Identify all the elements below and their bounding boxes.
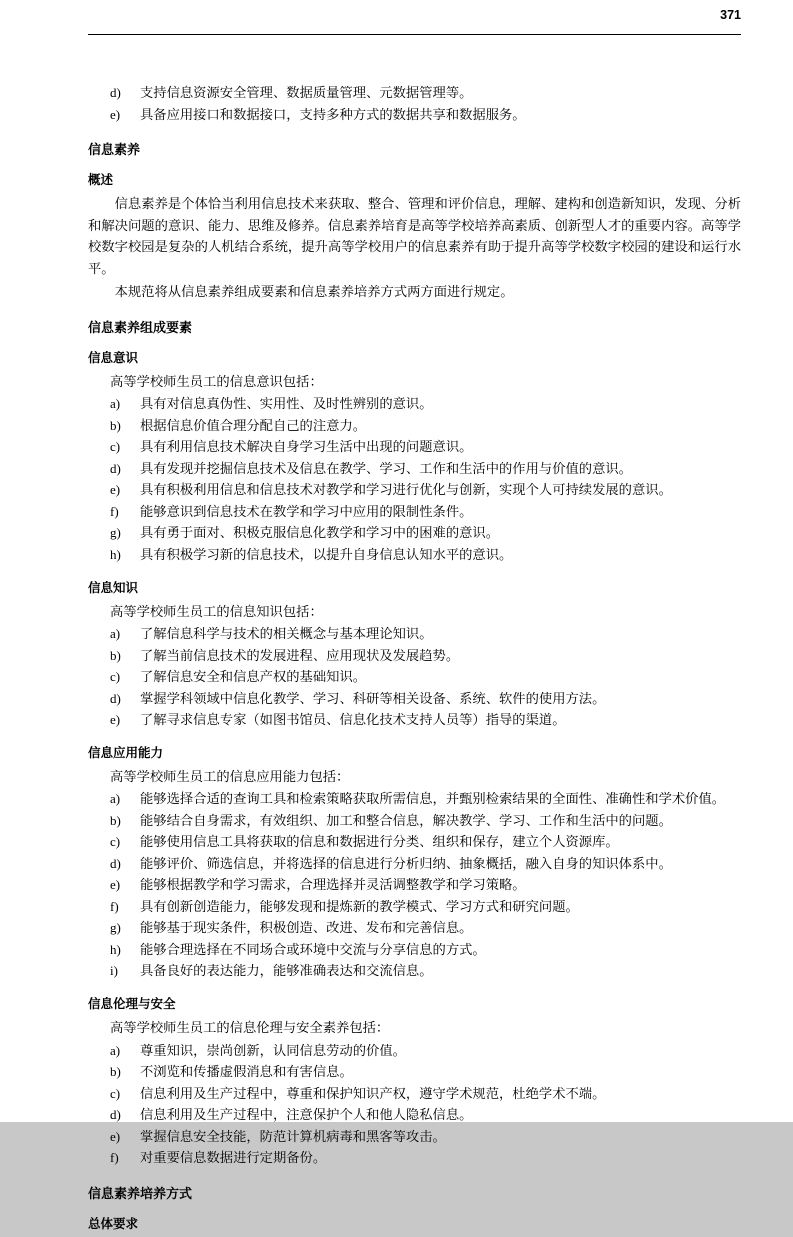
list-information-application xyxy=(88,788,741,982)
lead-information-ethics-security: 高等学校师生员工的信息伦理与安全素养包括： xyxy=(110,1020,390,1035)
list-marker: b) xyxy=(110,417,121,433)
heading-overview: 概述 xyxy=(88,173,114,188)
list-text: 信息利用及生产过程中，尊重和保护知识产权，遵守学术规范，杜绝学术不端。 xyxy=(140,1085,606,1101)
list-text: 能够选择合适的查询工具和检索策略获取所需信息，并甄别检索结果的全面性、准确性和学术价值。 xyxy=(140,791,726,807)
list-text: 了解寻求信息专家（如图书馆员、信息化技术支持人员等）指导的渠道。 xyxy=(140,712,566,728)
list-item xyxy=(88,1040,741,1062)
list-item xyxy=(88,458,741,480)
lead-information-knowledge: 高等学校师生员工的信息知识包括： xyxy=(110,603,323,619)
list-item xyxy=(88,104,741,126)
list-text: 具有发现并挖掘信息技术及信息在教学、学习、工作和生活中的作用与价值的意识。 xyxy=(140,460,632,476)
list-information-ethics-security xyxy=(88,1040,741,1169)
list-item xyxy=(88,436,741,458)
list-item xyxy=(88,1104,741,1126)
list-marker: a) xyxy=(110,791,121,807)
heading-literacy-components: 信息素养组成要素 xyxy=(88,319,193,335)
list-text: 具有对信息真伪性、实用性、及时性辨别的意识。 xyxy=(140,396,433,412)
list-item xyxy=(88,1061,741,1083)
list-text: 支持信息资源安全管理、数据质量管理、元数据管理等。 xyxy=(140,85,473,100)
list-text: 不浏览和传播虚假消息和有害信息。 xyxy=(140,1064,353,1080)
list-item xyxy=(88,831,741,853)
list-marker: e) xyxy=(110,106,121,122)
list-text: 掌握信息安全技能，防范计算机病毒和黑客等攻击。 xyxy=(140,1128,446,1144)
heading-overall-requirements: 总体要求 xyxy=(88,1216,139,1231)
list-marker: d) xyxy=(110,1107,121,1123)
list-marker: i) xyxy=(110,963,118,979)
list-marker: d) xyxy=(110,85,121,100)
list-text: 具有积极学习新的信息技术，以提升自身信息认知水平的意识。 xyxy=(140,546,513,562)
list-marker: a) xyxy=(110,626,121,642)
list-text: 具有创新创造能力，能够发现和提炼新的教学模式、学习方式和研究问题。 xyxy=(140,898,579,914)
list-marker: b) xyxy=(110,1064,121,1080)
list-text: 具有利用信息技术解决自身学习生活中出现的问题意识。 xyxy=(140,439,473,455)
list-item xyxy=(88,645,741,667)
heading-literacy-training: 信息素养培养方式 xyxy=(88,1185,193,1201)
list-item xyxy=(88,1083,741,1105)
list-top-continuation xyxy=(88,82,741,125)
list-item xyxy=(88,393,741,415)
list-marker: a) xyxy=(110,396,121,412)
heading-information-ethics-security: 信息伦理与安全 xyxy=(88,997,176,1011)
list-item xyxy=(88,688,741,710)
list-marker: b) xyxy=(110,812,121,828)
list-text: 尊重知识，崇尚创新，认同信息劳动的价值。 xyxy=(140,1042,406,1058)
list-marker: e) xyxy=(110,482,121,498)
list-marker: h) xyxy=(110,941,121,957)
list-marker: c) xyxy=(110,669,121,685)
list-text: 能够评价、筛选信息，并将选择的信息进行分析归纳、抽象概括，融入自身的知识体系中。 xyxy=(140,855,672,871)
list-marker: e) xyxy=(110,1128,121,1144)
paragraph-overview-1: 信息素养是个体恰当利用信息技术来获取、整合、管理和评价信息，理解、建构和创造新知识，发现、分析和解决问题的意识、能力、思维及修养。信息素养培育是高等学校培养高素质、创新型人才的重要内容。高等学校数字校园是复杂的人机结合系统，提升高等学校用户的信息素养有助于提升高等学校数字校园的建设和运行水平。 xyxy=(88,196,741,276)
list-text: 能够使用信息工具将获取的信息和数据进行分类、组织和保存，建立个人资源库。 xyxy=(140,834,619,850)
list-marker: e) xyxy=(110,877,121,893)
heading-information-awareness: 信息意识 xyxy=(88,350,139,365)
list-item xyxy=(88,1126,741,1148)
list-text: 掌握学科领域中信息化教学、学习、科研等相关设备、系统、软件的使用方法。 xyxy=(140,690,606,706)
list-item xyxy=(88,501,741,523)
list-marker: f) xyxy=(110,1150,119,1166)
list-item xyxy=(88,810,741,832)
list-text: 具有勇于面对、积极克服信息化教学和学习中的困难的意识。 xyxy=(140,525,500,541)
list-marker: g) xyxy=(110,920,121,936)
header-divider xyxy=(88,34,741,35)
list-information-knowledge xyxy=(88,623,741,731)
list-text: 了解信息安全和信息产权的基础知识。 xyxy=(140,669,367,685)
list-text: 能够意识到信息技术在教学和学习中应用的限制性条件。 xyxy=(140,503,473,519)
list-marker: f) xyxy=(110,503,119,519)
list-text: 具备良好的表达能力，能够准确表达和交流信息。 xyxy=(140,963,433,979)
list-item xyxy=(88,522,741,544)
list-marker: d) xyxy=(110,855,121,871)
list-item xyxy=(88,917,741,939)
list-marker: a) xyxy=(110,1042,121,1058)
lead-information-awareness: 高等学校师生员工的信息意识包括： xyxy=(110,373,323,389)
list-item xyxy=(88,1147,741,1169)
list-item xyxy=(88,939,741,961)
heading-information-application: 信息应用能力 xyxy=(88,745,164,760)
list-marker: h) xyxy=(110,546,121,562)
list-marker: d) xyxy=(110,690,121,706)
list-item xyxy=(88,479,741,501)
list-marker: b) xyxy=(110,647,121,663)
list-text: 了解信息科学与技术的相关概念与基本理论知识。 xyxy=(140,626,433,642)
list-item xyxy=(88,544,741,566)
list-text: 能够基于现实条件，积极创造、改进、发布和完善信息。 xyxy=(140,920,473,936)
list-item xyxy=(88,960,741,982)
list-text: 根据信息价值合理分配自己的注意力。 xyxy=(140,417,367,433)
list-marker: e) xyxy=(110,712,121,728)
list-text: 能够结合自身需求，有效组织、加工和整合信息，解决教学、学习、工作和生活中的问题。 xyxy=(140,812,672,828)
heading-information-knowledge: 信息知识 xyxy=(88,580,139,595)
list-marker: f) xyxy=(110,898,119,914)
page-number: 371 xyxy=(720,8,741,22)
list-text: 能够根据教学和学习需求，合理选择并灵活调整教学和学习策略。 xyxy=(140,877,526,893)
list-text: 信息利用及生产过程中，注意保护个人和他人隐私信息。 xyxy=(140,1107,473,1123)
list-item xyxy=(88,896,741,918)
list-marker: d) xyxy=(110,460,121,476)
heading-information-literacy: 信息素养 xyxy=(88,142,141,158)
list-item xyxy=(88,415,741,437)
list-text: 对重要信息数据进行定期备份。 xyxy=(140,1150,327,1166)
list-item xyxy=(88,623,741,645)
list-item xyxy=(88,788,741,810)
list-marker: c) xyxy=(110,1085,121,1101)
paragraph-overview-2: 本规范将从信息素养组成要素和信息素养培养方式两方面进行规定。 xyxy=(114,284,514,300)
list-text: 能够合理选择在不同场合或环境中交流与分享信息的方式。 xyxy=(140,941,486,957)
lead-information-application: 高等学校师生员工的信息应用能力包括： xyxy=(110,768,350,784)
list-text: 具备应用接口和数据接口，支持多种方式的数据共享和数据服务。 xyxy=(140,106,526,122)
list-item xyxy=(88,874,741,896)
list-item xyxy=(88,82,741,104)
list-item xyxy=(88,853,741,875)
list-marker: c) xyxy=(110,439,121,455)
list-information-awareness xyxy=(88,393,741,565)
list-item xyxy=(88,709,741,731)
list-item xyxy=(88,666,741,688)
page-content xyxy=(88,82,741,1237)
list-text: 了解当前信息技术的发展进程、应用现状及发展趋势。 xyxy=(140,647,460,663)
list-marker: g) xyxy=(110,525,121,541)
list-text: 具有积极利用信息和信息技术对教学和学习进行优化与创新，实现个人可持续发展的意识。 xyxy=(140,482,672,498)
list-marker: c) xyxy=(110,834,121,850)
